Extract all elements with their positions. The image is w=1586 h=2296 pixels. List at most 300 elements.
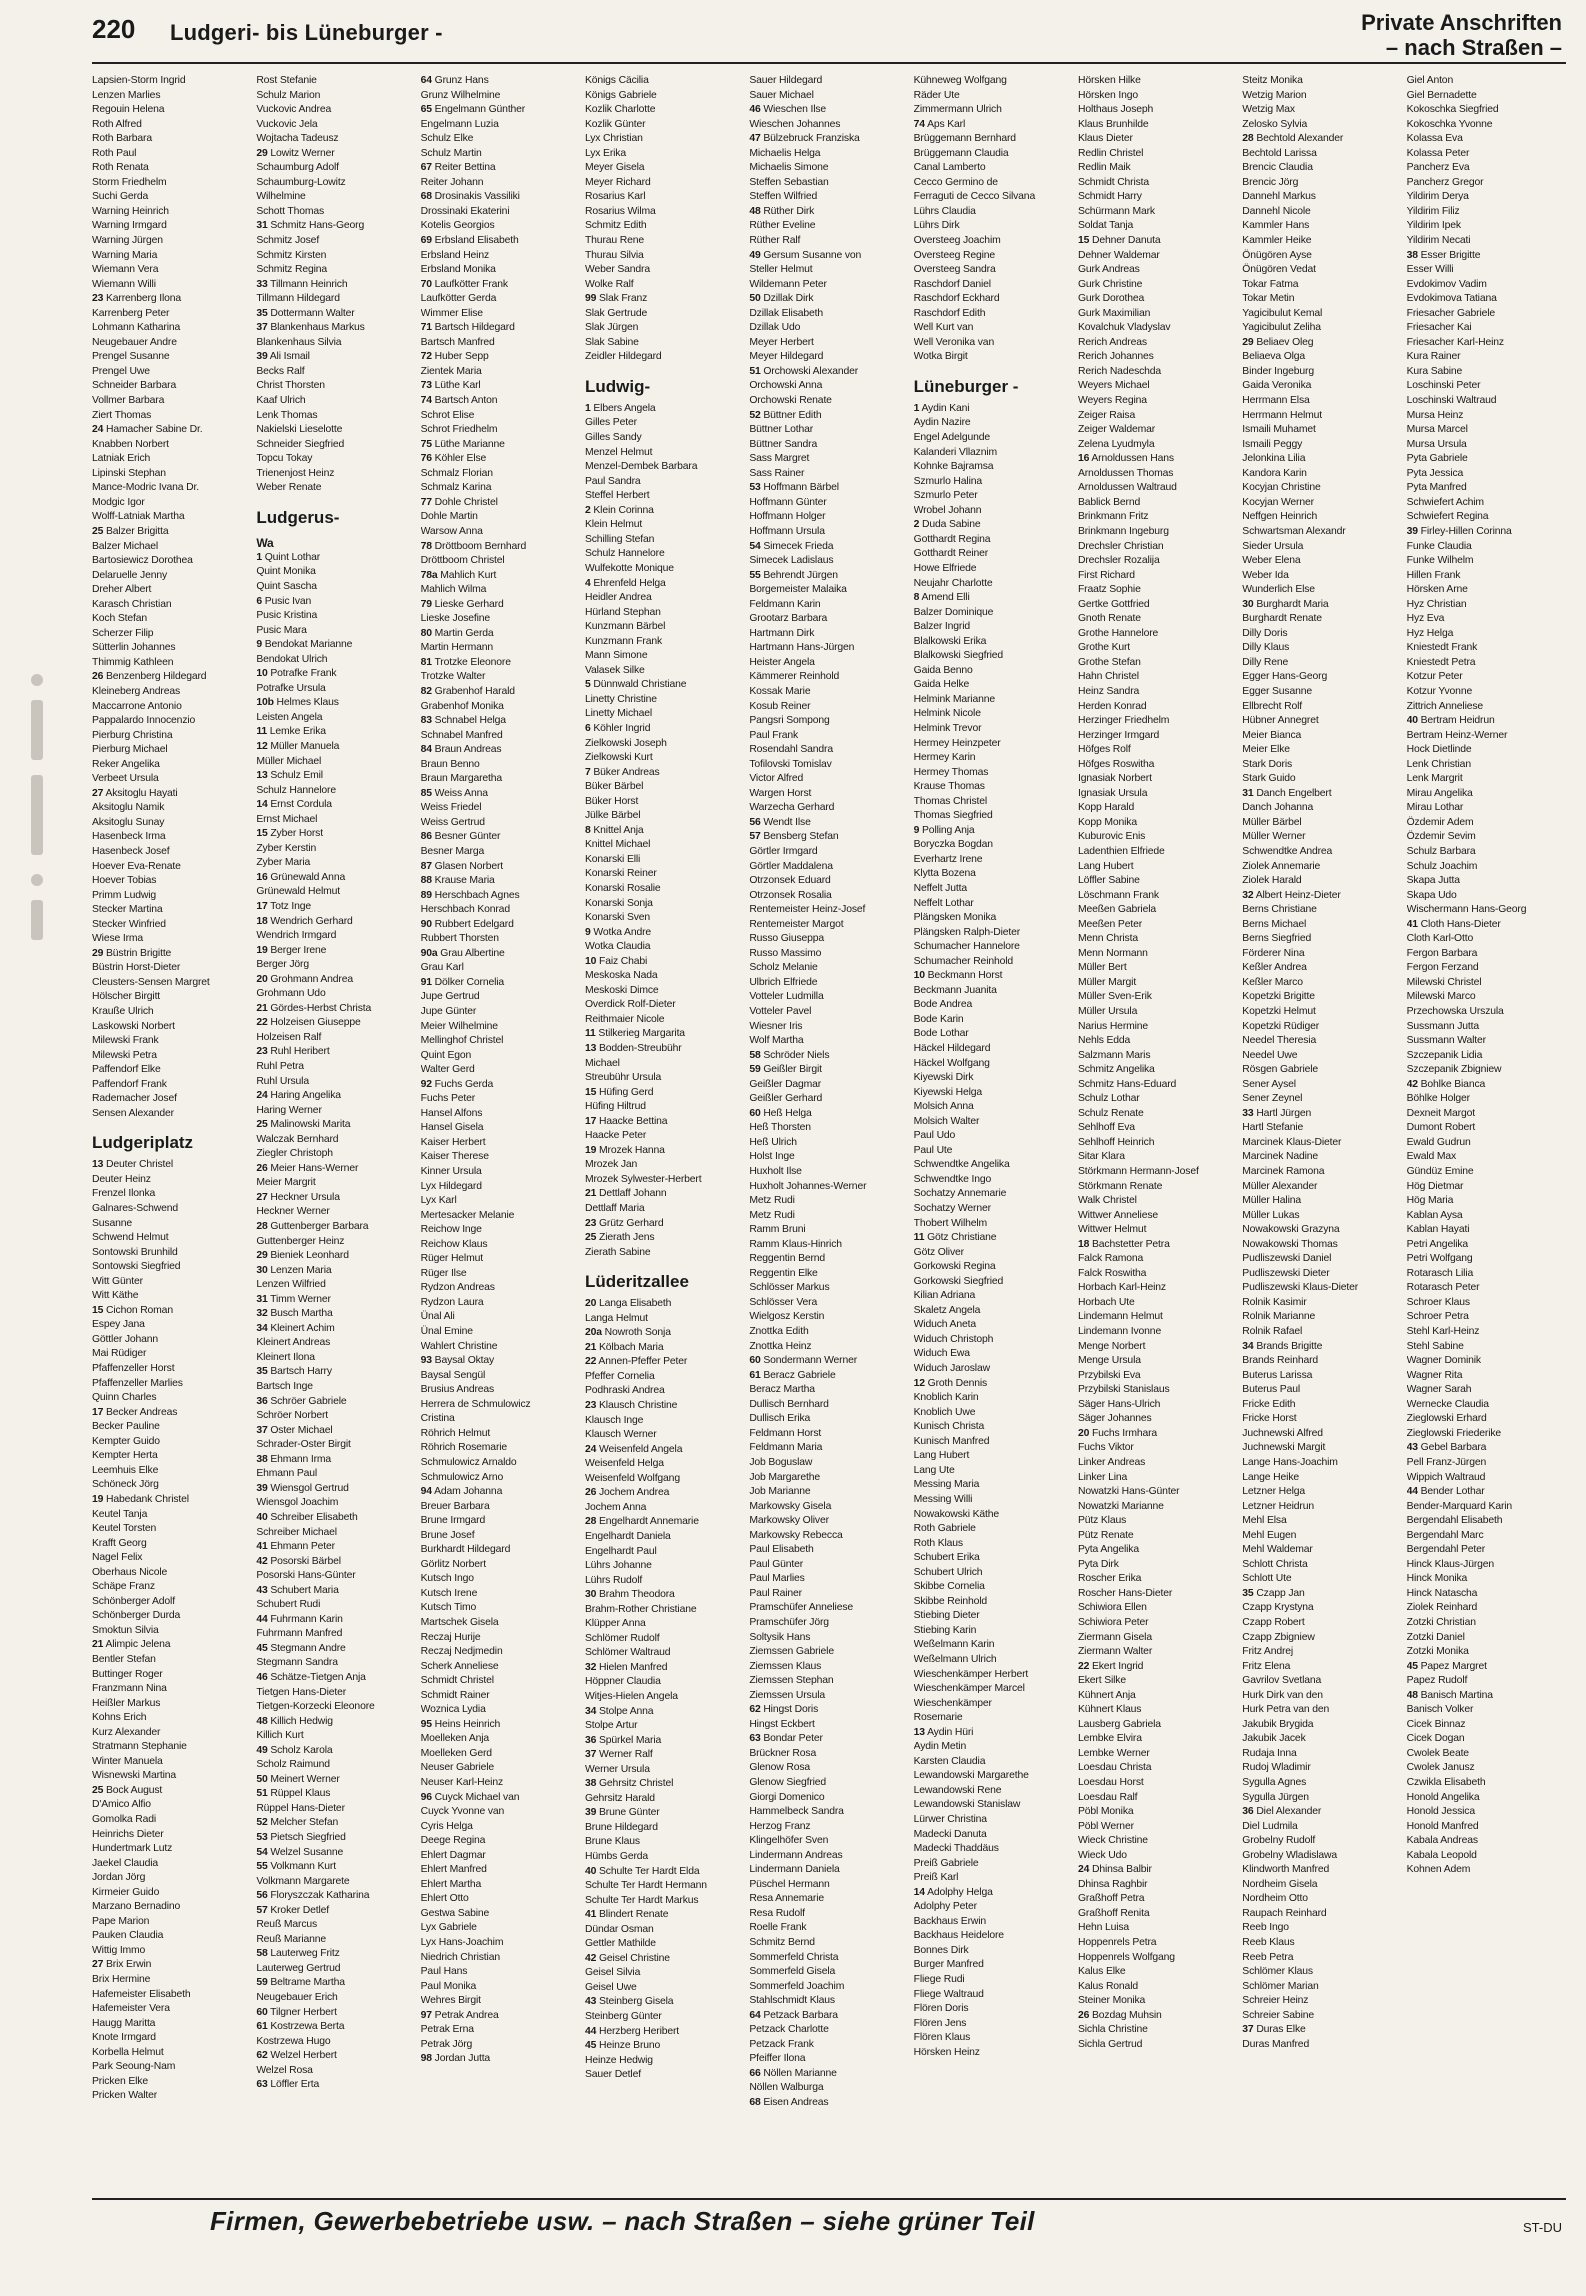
resident-name: Lindemann Ivonne [1077, 1326, 1162, 1338]
directory-entry [1242, 1485, 1401, 1500]
resident-name: Roth Alfred [92, 118, 142, 130]
resident-name: Hyz Helga [1406, 627, 1454, 639]
resident-name: Brands Reinhard [1242, 1355, 1319, 1367]
directory-entry [256, 580, 415, 595]
resident-name: Sommerfeld Joachim [749, 1980, 845, 1992]
resident-name: Welzel Rosa [256, 2064, 313, 2076]
directory-entry [749, 1005, 908, 1020]
directory-entry [92, 1740, 251, 1755]
house-number: 26 [92, 671, 104, 683]
resident-name: Drossinaki Ekaterini [420, 205, 510, 217]
house-number: 86 [420, 831, 432, 843]
directory-entry [1242, 147, 1401, 162]
resident-name: Weßelmann Karin [913, 1639, 995, 1651]
resident-name: Cicek Dogan [1406, 1733, 1465, 1745]
resident-name: Martin Gerda [434, 627, 494, 639]
directory-entry [1242, 1616, 1401, 1631]
directory-entry [256, 856, 415, 871]
directory-entry [92, 336, 251, 351]
directory-entry [585, 1923, 744, 1938]
resident-name: Stolpe Anna [599, 1705, 654, 1717]
resident-name: Lowitz Werner [270, 147, 335, 159]
resident-name: Klaus Brunhilde [1077, 118, 1149, 130]
directory-entry [585, 263, 744, 278]
directory-entry [914, 1260, 1073, 1275]
directory-entry [92, 292, 251, 307]
directory-entry [1242, 1049, 1401, 1064]
directory-entry [421, 1310, 580, 1325]
directory-entry [585, 1952, 744, 1967]
page-number: 220 [92, 14, 136, 44]
directory-entry [256, 1526, 415, 1541]
resident-name: Stecker Winfried [92, 918, 166, 930]
resident-name: Schulte Ter Hardt Markus [584, 1894, 699, 1906]
resident-name: Wendrich Gerhard [270, 915, 353, 927]
resident-name: Meskoska Nada [584, 970, 658, 982]
resident-name: Petrak Jörg [420, 2038, 473, 2050]
directory-entry [585, 766, 744, 781]
directory-entry [1242, 1572, 1401, 1587]
directory-entry [749, 1500, 908, 1515]
directory-entry [914, 635, 1073, 650]
directory-entry [421, 1820, 580, 1835]
directory-entry [914, 969, 1073, 984]
resident-name: Schulz Lothar [1077, 1093, 1140, 1105]
directory-entry [256, 1133, 415, 1148]
resident-name: Nöllen Marianne [763, 2067, 837, 2079]
resident-name: Lemke Erika [269, 726, 326, 738]
directory-entry [1407, 816, 1566, 831]
directory-entry [1078, 990, 1237, 1005]
resident-name: Milewski Marco [1406, 991, 1476, 1003]
directory-entry [1242, 1252, 1401, 1267]
resident-name: Michaelis Simone [749, 162, 829, 174]
resident-name: Klein Corinna [593, 504, 654, 516]
directory-entry [92, 700, 251, 715]
resident-name: Kohns Erich [92, 1712, 147, 1724]
directory-entry [421, 540, 580, 555]
resident-name: Lewandowski Rene [913, 1784, 1002, 1796]
directory-entry [914, 1915, 1073, 1930]
resident-name: Beliaeva Olga [1242, 351, 1306, 363]
resident-name: Giel Bernadette [1406, 89, 1477, 101]
directory-entry [256, 1947, 415, 1962]
directory-entry [421, 932, 580, 947]
resident-name: Ziolek Annemarie [1242, 860, 1321, 872]
resident-name: Fritz Andrej [1242, 1646, 1294, 1658]
directory-entry [1078, 583, 1237, 598]
resident-name: Esser Brigitte [1420, 249, 1481, 261]
directory-entry [585, 132, 744, 147]
directory-entry [749, 1761, 908, 1776]
directory-entry [1078, 903, 1237, 918]
directory-entry [914, 1086, 1073, 1101]
directory-entry [421, 74, 580, 89]
directory-entry [421, 569, 580, 584]
resident-name: Gorkowski Siegfried [913, 1275, 1004, 1287]
directory-entry [914, 955, 1073, 970]
resident-name: Fricke Edith [1242, 1398, 1296, 1410]
directory-entry [421, 438, 580, 453]
resident-name: Schroer Petra [1406, 1311, 1469, 1323]
directory-entry [256, 798, 415, 813]
resident-name: Hüfing Hiltrud [584, 1101, 646, 1113]
resident-name: Holzeisen Giuseppe [270, 1017, 361, 1029]
resident-name: Göttler Johann [92, 1333, 159, 1345]
house-number: 48 [1406, 1689, 1418, 1701]
directory-entry [92, 947, 251, 962]
resident-name: Hartl Stefanie [1242, 1122, 1304, 1134]
directory-entry [914, 693, 1073, 708]
directory-entry [256, 682, 415, 697]
house-number: 23 [256, 1046, 268, 1058]
directory-entry [256, 1205, 415, 1220]
resident-name: Zielkowski Joseph [584, 737, 667, 749]
directory-entry [1242, 118, 1401, 133]
resident-name: Ewald Max [1406, 1151, 1457, 1163]
resident-name: Görlitz Norbert [420, 1558, 486, 1570]
directory-entry [421, 1500, 580, 1515]
directory-entry [914, 1071, 1073, 1086]
directory-entry [1078, 1921, 1237, 1936]
house-number: 55 [256, 1861, 268, 1873]
resident-name: Ekert Ingrid [1091, 1660, 1144, 1672]
resident-name: Sener Zeynel [1242, 1093, 1303, 1105]
directory-entry [585, 1748, 744, 1763]
resident-name: Hafemeister Elisabeth [92, 1988, 191, 2000]
directory-entry [1242, 612, 1401, 627]
resident-name: Resa Rudolf [749, 1907, 805, 1919]
resident-name: Ruhl Heribert [270, 1046, 330, 1058]
resident-name: Orchowski Alexander [763, 365, 859, 377]
resident-name: Dettlaff Maria [584, 1203, 645, 1215]
directory-entry [421, 845, 580, 860]
resident-name: Schiwiora Peter [1077, 1616, 1149, 1628]
directory-entry [92, 2002, 251, 2017]
resident-name: Moelleken Gerd [420, 1747, 492, 1759]
resident-name: Danch Engelbert [1256, 787, 1332, 799]
directory-entry [1407, 889, 1566, 904]
directory-entry [1242, 481, 1401, 496]
resident-name: Zientek Maria [420, 365, 482, 377]
resident-name: Mehl Elsa [1242, 1515, 1287, 1527]
resident-name: Gaida Helke [913, 679, 970, 691]
directory-entry [585, 693, 744, 708]
directory-entry [585, 205, 744, 220]
directory-entry [1078, 1791, 1237, 1806]
resident-name: Firley-Hillen Corinna [1420, 525, 1512, 537]
directory-entry [1407, 394, 1566, 409]
house-number: 48 [749, 205, 761, 217]
directory-entry [585, 751, 744, 766]
resident-name: Mann Simone [584, 650, 648, 662]
directory-entry [1242, 1034, 1401, 1049]
directory-entry [914, 1828, 1073, 1843]
directory-entry [749, 976, 908, 991]
resident-name: Adolphy Helga [927, 1886, 993, 1898]
resident-name: Kocyjan Christine [1242, 482, 1321, 494]
directory-entry [585, 2039, 744, 2054]
directory-entry [1242, 569, 1401, 584]
directory-entry [914, 1609, 1073, 1624]
directory-entry [421, 1514, 580, 1529]
resident-name: Yildirim Necati [1406, 235, 1471, 247]
directory-entry [92, 758, 251, 773]
resident-name: Wippich Waltraud [1406, 1471, 1486, 1483]
directory-entry [256, 74, 415, 89]
resident-name: Blalkowski Erika [913, 635, 987, 647]
house-number: 43 [256, 1584, 268, 1596]
directory-entry [92, 1435, 251, 1450]
directory-entry [1407, 1180, 1566, 1195]
directory-entry [421, 860, 580, 875]
resident-name: Wieschenkämper [913, 1697, 992, 1709]
directory-entry [1242, 365, 1401, 380]
directory-entry [1078, 685, 1237, 700]
house-number: 45 [584, 2040, 597, 2052]
resident-name: Brands Brigitte [1256, 1340, 1323, 1352]
resident-name: Lenzen Marlies [92, 89, 161, 101]
resident-name: Bertram Heidrun [1420, 715, 1495, 727]
resident-name: Zyber Maria [256, 857, 311, 869]
house-number: 53 [749, 482, 761, 494]
directory-entry [585, 518, 744, 533]
resident-name: Geißler Birgit [763, 1064, 822, 1076]
directory-entry [92, 132, 251, 147]
directory-entry [1078, 801, 1237, 816]
directory-entry [421, 976, 580, 991]
resident-name: Yagicibulut Kemal [1242, 307, 1323, 319]
house-number: 15 [584, 1086, 597, 1098]
resident-name: Trienenjost Heinz [256, 467, 335, 479]
resident-name: Herzog Franz [749, 1820, 811, 1832]
house-number: 6 [256, 595, 262, 607]
directory-entry [92, 918, 251, 933]
directory-entry [256, 973, 415, 988]
house-number: 45 [1406, 1660, 1418, 1672]
resident-name: Önügören Ayse [1242, 249, 1312, 261]
house-number: 32 [584, 1661, 597, 1673]
resident-name: Kohnen Adem [1406, 1864, 1471, 1876]
directory-entry [1407, 1369, 1566, 1384]
directory-entry [1242, 903, 1401, 918]
directory-entry [421, 103, 580, 118]
resident-name: Schott Thomas [256, 205, 325, 217]
directory-entry [1078, 350, 1237, 365]
section-heading-line1: Private Anschriften [1361, 10, 1562, 35]
directory-entry [1078, 627, 1237, 642]
resident-name: Ismaili Muhamet [1242, 424, 1316, 436]
resident-name: Becker Andreas [106, 1406, 178, 1418]
resident-name: Dreher Albert [92, 584, 152, 596]
resident-name: Fliege Waltraud [913, 1988, 984, 2000]
resident-name: Kiyewski Helga [913, 1086, 982, 1098]
house-number: 36 [1242, 1806, 1254, 1818]
resident-name: Kocyjan Werner [1242, 496, 1314, 508]
resident-name: Schlott Christa [1242, 1558, 1308, 1570]
directory-entry [92, 409, 251, 424]
directory-entry [1078, 1761, 1237, 1776]
resident-name: Markowsky Oliver [749, 1515, 829, 1527]
directory-entry [1242, 1878, 1401, 1893]
resident-name: Potrafke Frank [270, 668, 337, 680]
directory-entry [421, 1209, 580, 1224]
directory-entry [1242, 234, 1401, 249]
resident-name: Groth Dennis [927, 1377, 988, 1389]
directory-entry [749, 554, 908, 569]
resident-name: Kühnert Klaus [1077, 1704, 1142, 1716]
house-number: 67 [420, 162, 432, 174]
resident-name: Heinze Bruno [599, 2040, 661, 2052]
resident-name: Thurau Rene [584, 235, 644, 247]
directory-entry [1407, 1383, 1566, 1398]
resident-name: Haacke Bettina [599, 1115, 668, 1127]
resident-name: Rubbert Edelgard [434, 918, 514, 930]
resident-name: Bode Andrea [913, 999, 973, 1011]
resident-name: Meyer Hildegard [749, 351, 824, 363]
directory-entry [92, 772, 251, 787]
resident-name: Hingst Eckbert [749, 1718, 815, 1730]
resident-name: Stratmann Stephanie [92, 1741, 187, 1753]
resident-name: Gurk Dorothea [1077, 293, 1145, 305]
directory-entry [1407, 583, 1566, 598]
directory-entry [914, 1580, 1073, 1595]
resident-name: Kölbach Maria [599, 1341, 664, 1353]
resident-name: Wotka Birgit [913, 351, 968, 363]
house-number: 49 [749, 249, 761, 261]
directory-entry [421, 685, 580, 700]
resident-name: Petri Angelika [1406, 1238, 1469, 1250]
directory-entry [1242, 1660, 1401, 1675]
directory-entry [914, 1478, 1073, 1493]
house-number: 21 [92, 1639, 104, 1651]
resident-name: Drechsler Rozalija [1077, 555, 1160, 567]
resident-name: Linetty Michael [584, 708, 653, 720]
resident-name: Dündar Osman [584, 1923, 654, 1935]
house-number: 27 [92, 787, 104, 799]
resident-name: Gettler Mathilde [584, 1938, 656, 1950]
directory-entry [256, 813, 415, 828]
directory-entry [914, 147, 1073, 162]
directory-entry [914, 1231, 1073, 1246]
directory-entry [1242, 990, 1401, 1005]
resident-name: Gurk Christine [1077, 278, 1143, 290]
directory-entry [1407, 569, 1566, 584]
resident-name: Kalus Elke [1077, 1966, 1126, 1978]
directory-entry [1407, 947, 1566, 962]
directory-entry [914, 1813, 1073, 1828]
directory-entry [585, 1472, 744, 1487]
resident-name: Brune Hildegard [584, 1821, 658, 1833]
directory-entry [256, 409, 415, 424]
resident-name: Bode Karin [913, 1013, 964, 1025]
resident-name: Sauer Detlef [584, 2069, 641, 2081]
resident-name: Molsich Walter [913, 1115, 980, 1127]
resident-name: Fuchs Viktor [1077, 1442, 1134, 1454]
directory-entry [92, 874, 251, 889]
directory-entry [256, 1744, 415, 1759]
directory-entry [585, 1297, 744, 1312]
resident-name: Honold Angelika [1406, 1791, 1480, 1803]
directory-entry [1078, 743, 1237, 758]
house-number: 25 [256, 1119, 268, 1131]
house-number: 24 [92, 424, 104, 436]
resident-name: Rerich Johannes [1077, 351, 1154, 363]
directory-entry [1078, 1049, 1237, 1064]
directory-entry [585, 2025, 744, 2040]
directory-entry [421, 670, 580, 685]
resident-name: Berger Jörg [256, 959, 309, 971]
directory-entry [92, 1726, 251, 1741]
resident-name: Buterus Larissa [1242, 1369, 1313, 1381]
resident-name: Herrera de Schmulowicz [420, 1398, 531, 1410]
resident-name: Lembke Elvira [1077, 1733, 1142, 1745]
directory-entry [1407, 1718, 1566, 1733]
resident-name: Mai Rüdiger [92, 1348, 147, 1360]
directory-entry [92, 860, 251, 875]
resident-name: Hyz Eva [1406, 613, 1445, 625]
directory-entry [256, 1511, 415, 1526]
directory-entry [914, 1508, 1073, 1523]
resident-name: Kutsch Irene [420, 1587, 478, 1599]
directory-entry [1242, 1761, 1401, 1776]
resident-name: Bartosiewicz Dorothea [92, 555, 193, 567]
resident-name: Bode Lothar [913, 1028, 969, 1040]
resident-name: Jochem Andrea [599, 1487, 670, 1499]
resident-name: Everhartz Irene [913, 853, 983, 865]
directory-entry [1078, 1936, 1237, 1951]
resident-name: Wendt Ilse [763, 816, 811, 828]
directory-entry [585, 838, 744, 853]
resident-name: Howe Elfriede [913, 562, 977, 574]
resident-name: Gehrsitz Harald [584, 1792, 655, 1804]
directory-entry [92, 1944, 251, 1959]
directory-entry [585, 190, 744, 205]
resident-name: Beltrame Martha [270, 1977, 345, 1989]
directory-entry [1078, 1616, 1237, 1631]
resident-name: Braun Margaretha [420, 773, 503, 785]
directory-entry [914, 234, 1073, 249]
resident-name: Cyris Helga [420, 1820, 473, 1832]
resident-name: Wildemann Peter [749, 278, 827, 290]
resident-name: Alimpic Jelena [105, 1639, 171, 1651]
resident-name: Jordan Jörg [92, 1872, 146, 1884]
directory-entry [256, 1147, 415, 1162]
resident-name: Dullisch Bernhard [749, 1398, 829, 1410]
directory-entry [1407, 1136, 1566, 1151]
directory-entry [585, 2054, 744, 2069]
resident-name: Böhlke Holger [1406, 1093, 1470, 1105]
resident-name: Behrendt Jürgen [763, 569, 838, 581]
directory-entry [1078, 278, 1237, 293]
resident-name: Sichla Christine [1077, 2024, 1148, 2036]
resident-name: Hög Dietmar [1406, 1180, 1464, 1192]
directory-entry [749, 496, 908, 511]
directory-entry [585, 2068, 744, 2083]
resident-name: Paul Elisabeth [749, 1544, 814, 1556]
resident-name: Brencic Jörg [1242, 176, 1299, 188]
resident-name: Büttner Sandra [749, 438, 818, 450]
directory-entry [1407, 554, 1566, 569]
directory-entry [749, 918, 908, 933]
directory-entry [92, 1682, 251, 1697]
directory-entry [914, 321, 1073, 336]
directory-entry [1078, 1645, 1237, 1660]
directory-entry [1078, 452, 1237, 467]
house-number: 20 [1077, 1427, 1090, 1439]
resident-name: Kandora Karin [1242, 467, 1307, 479]
resident-name: Kopetzki Rüdiger [1242, 1020, 1320, 1032]
